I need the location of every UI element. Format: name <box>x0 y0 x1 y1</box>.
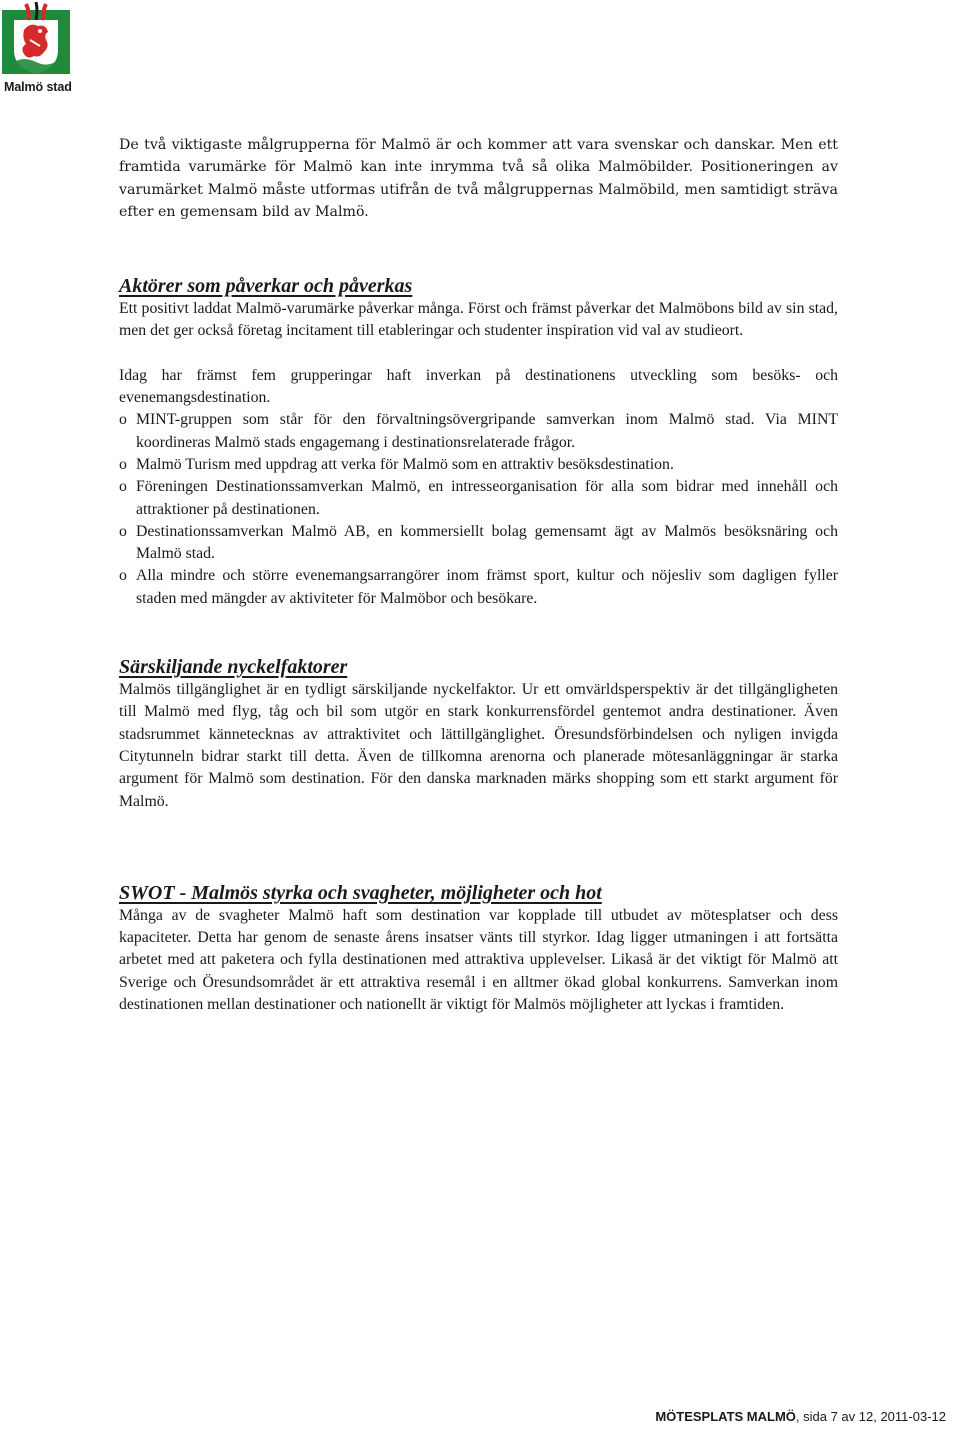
heading-swot: SWOT - Malmös styrka och svagheter, möjligheter och hot <box>119 881 602 904</box>
list-item-text: Destinationssamverkan Malmö AB, en kommersiellt bolag gemensamt ägt av Malmös besöksnäring och Malmö stad. <box>136 522 838 563</box>
footer-page-info: , sida 7 av 12, 2011-03-12 <box>795 1409 946 1424</box>
list-item <box>119 409 838 454</box>
bullet-marker: o <box>119 522 127 540</box>
list-item <box>119 521 838 566</box>
key-factors-paragraph: Malmös tillgänglighet är en tydligt särskiljande nyckelfaktor. Ur ett omvärldsperspektiv är det tillgängligheten till Malmö med flyg, tåg och bil som utgör en stark konkurrensfördel gentemot andra destinationer. Även stadsrummet kännetecknas av attraktivitet och lättillgänglighet. Öresundsförbindelsen och nyligen invigda Citytunneln bidrar starkt till detta. Även de tillkomna arenorna och planerade mötesanläggningar är starka argument för Malmö som destination. För den danska marknaden märks shopping som ett starkt argument för Malmö. <box>119 681 838 810</box>
page-footer <box>655 1409 946 1425</box>
actors-paragraph-1: Ett positivt laddat Malmö-varumärke påverkar många. Först och främst påverkar det Malmöbons bild av sin stad, men det ger också företag incitament till etableringar och studenter inspiration vid val av studieort. <box>119 300 838 340</box>
list-item-text: Föreningen Destinationssamverkan Malmö, en intresseorganisation för alla som bidrar med innehåll och attraktioner på destinationen. <box>136 478 838 518</box>
list-item <box>119 454 838 476</box>
heading-key-factors: Särskiljande nyckelfaktorer <box>119 656 348 679</box>
bullet-marker: o <box>119 478 127 496</box>
document-body <box>119 134 838 1016</box>
intro-paragraph: De två viktigaste målgrupperna för Malmö är och kommer att vara svenskar och danskar. Men ett framtida varumärke för Malmö kan inte inrymma två så olika Malmöbilder. Positioneringen av varumärket Malmö måste utformas utifrån de två målgruppernas Malmöbild, men samtidigt sträva efter en gemensam bild av Malmö. <box>119 137 838 220</box>
list-item-text: Malmö Turism med uppdrag att verka för Malmö som en attraktiv besöksdestination. <box>136 455 674 473</box>
bullet-marker: o <box>119 567 127 585</box>
bullet-marker: o <box>119 455 127 473</box>
swot-paragraph: Många av de svagheter Malmö haft som destination var kopplade till utbudet av mötesplatser och dess kapaciteter. Detta har genom de senaste årens insatser vänts till styrkor. Idag ligger utmaningen i att fortsätta arbetet med att paketera och fylla destinationen med attraktiva upplevelser. Likaså är det viktigt för Malmö att Sverige och Öresundsområdet är ett attraktiva resemål i en alltmer ökad global konkurrens. Samverkan inom destinationen mellan destinationer och nationellt är viktigt för Malmös möjligheter att lyckas i framtiden. <box>119 906 838 1014</box>
malmo-stad-logo <box>0 0 74 100</box>
griffin-crest-icon <box>0 0 74 80</box>
actors-paragraph-2: Idag har främst fem grupperingar haft inverkan på destinationens utveckling som besöks- och evenemangsdestination. <box>119 366 838 407</box>
footer-brand: MÖTESPLATS MALMÖ <box>655 1409 796 1424</box>
list-item <box>119 565 838 610</box>
heading-actors: Aktörer som påverkar och påverkas <box>119 275 413 298</box>
actors-bullet-list <box>119 409 838 610</box>
bullet-marker: o <box>119 411 127 429</box>
logo-text: Malmö stad <box>4 80 72 94</box>
list-item <box>119 476 838 521</box>
list-item-text: Alla mindre och större evenemangsarrangörer inom främst sport, kultur och nöjesliv som dagligen fyller staden med mängder av aktiviteter för Malmöbor och besökare. <box>136 567 838 607</box>
list-item-text: MINT-gruppen som står för den förvaltningsövergripande samverkan inom Malmö stad. Via MINT koordineras Malmö stads engagemang i destinationsrelaterade frågor. <box>136 411 838 451</box>
